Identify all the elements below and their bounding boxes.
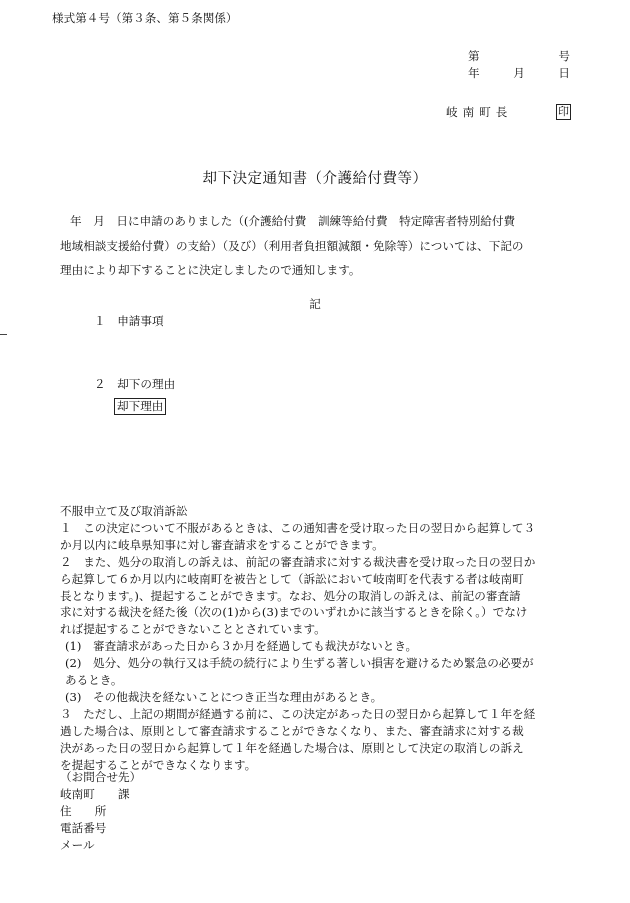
contact-heading: （お問合せ先） [60,770,142,784]
item-application: １ 申請事項 [94,314,164,328]
notice-line: (1) 審査請求があった日から３か月を経過しても裁決がないとき。 [65,639,418,654]
contact-block [60,769,141,854]
issuer-name: 岐南町長 [446,105,513,119]
margin-mark [0,334,7,335]
notice-line: か月以内に岐阜県知事に対し審査請求をすることができます。 [60,537,384,552]
date-month: 月 [513,66,525,80]
item-reason: ２ 却下の理由 [94,377,176,391]
notice-line: 決があった日の翌日から起算して１年を経過した場合は、原則として決定の取消しの訴え [60,740,524,755]
notice-sub-2 [60,655,580,689]
seal-mark: 印 [558,105,569,118]
date-line [468,65,570,81]
ki-heading: 記 [309,297,321,311]
body-paragraph [60,209,580,283]
notice-heading: 不服申立て及び取消訴訟 [60,504,188,518]
contact-dept: 岐南町 課 [60,787,130,801]
notice-item-3 [60,706,580,774]
notice-item-1 [60,520,580,554]
contact-address: 住 所 [60,804,107,818]
notice-line: (2) 処分、処分の執行又は手続の続行により生ずる著しい損害を避けるため緊急の必要が [65,656,534,671]
number-suffix: 号 [558,49,570,63]
document-number-line [468,48,570,64]
notice-line: あるとき。 [65,673,123,688]
notice-line: ３ ただし、上記の期間が経過する前に、この決定があった日の翌日から起算して１年を経 [60,706,536,721]
notice-item-2 [60,554,580,639]
form-id: 様式第４号（第３条、第５条関係） [52,11,238,25]
document-title: 却下決定通知書（介護給付費等） [202,171,428,187]
body-line: 地域相談支援給付費）の支給）（及び）（利用者負担額減額・免除等）については、下記の [60,238,524,253]
notice-line: ２ また、処分の取消しの訴えは、前記の審査請求に対する裁決書を受け取った日の翌日か [60,554,536,569]
notice-sub-1 [60,638,580,655]
notice-line: 長となります。)、提起することができます。なお、処分の取消しの訴えは、前記の審査請 [60,588,521,603]
date-day: 日 [558,66,570,80]
notice-line: １ この決定について不服があるときは、この通知書を受け取った日の翌日から起算して３ [60,520,536,535]
contact-email: メール [60,838,95,852]
issuer [446,104,571,120]
notice-line: 求に対する裁決を経た後（次の(1)から(3)までのいずれかに該当するときを除く。）でなけ [60,605,528,620]
notice-line: 過した場合は、原則として審査請求することができなくなり、また、審査請求に対する裁 [60,723,524,738]
notice-line: れば提起することができないこととされています。 [60,622,326,637]
notice-line: (3) その他裁決を経ないことにつき正当な理由があるとき。 [65,689,383,704]
appeal-notice [60,503,580,774]
contact-phone: 電話番号 [60,821,107,835]
body-line: 年 月 日に申請のありました（(介護給付費 訓練等給付費 特定障害者特別給付費 [70,214,516,228]
notice-line: を提起することができなくなります。 [60,757,257,772]
date-year: 年 [468,66,480,80]
notice-sub-3 [60,689,580,706]
notice-line: ら起算して６か月以内に岐南町を被告として（訴訟において岐南町を代表する者は岐南町 [60,571,524,586]
reason-box: 却下理由 [114,398,166,415]
body-line: 理由により却下することに決定しましたので通知します。 [60,263,361,277]
number-prefix: 第 [468,49,480,63]
